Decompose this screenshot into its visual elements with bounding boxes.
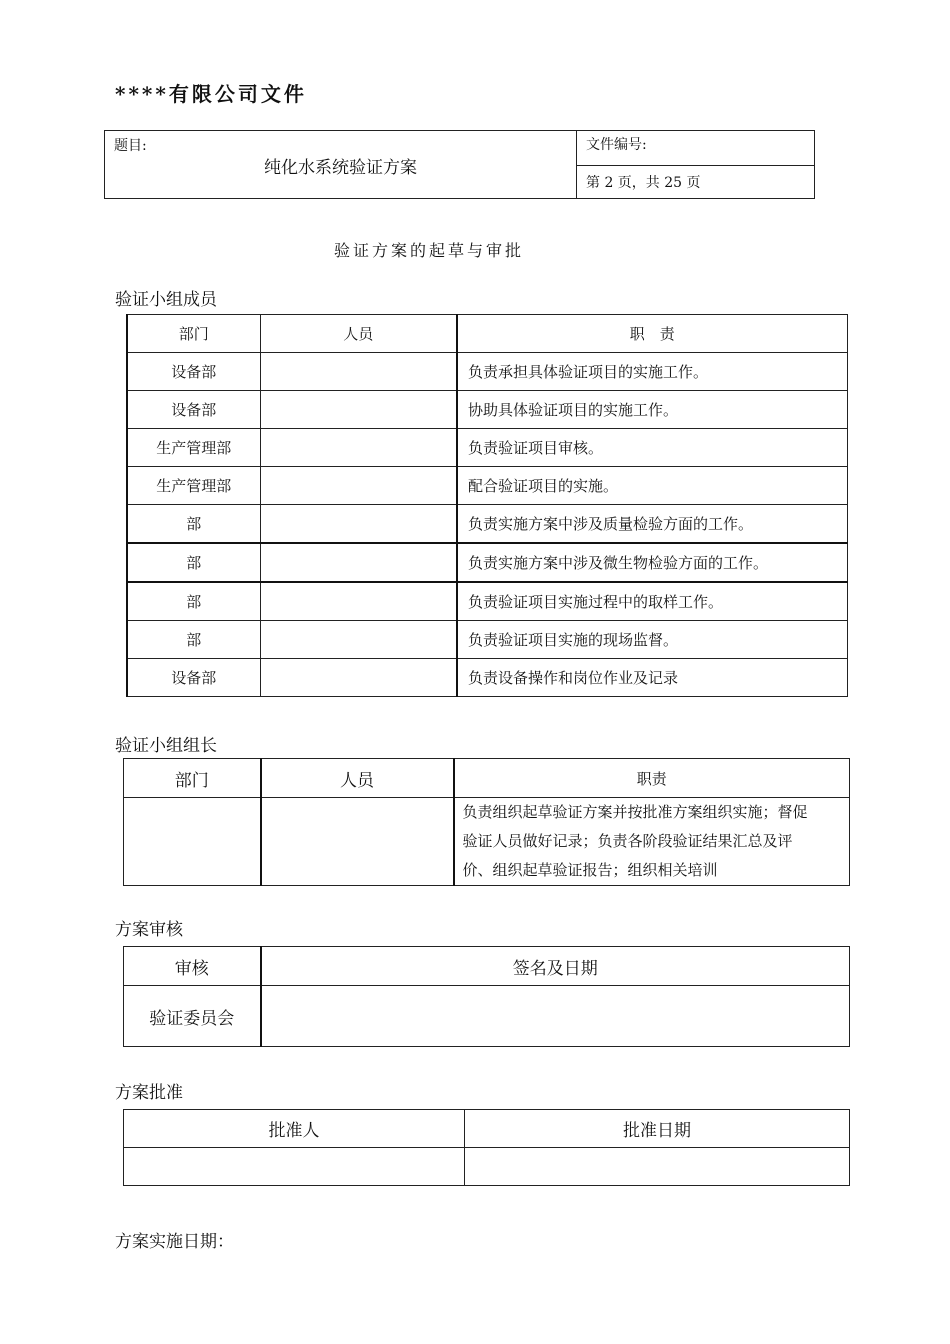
company-name: ****有限公司文件 bbox=[115, 82, 307, 106]
table-row bbox=[127, 353, 847, 391]
duty-line: 验证人员做好记录；负责各阶段验证结果汇总及评 bbox=[462, 832, 793, 850]
doc-number-label: 文件编号: bbox=[577, 131, 815, 166]
person-cell bbox=[260, 659, 457, 697]
column-header: 批准人 bbox=[124, 1110, 465, 1148]
duty-cell: 负责验证项目实施过程中的取样工作。 bbox=[457, 582, 847, 621]
duty-cell: 负责验证项目审核。 bbox=[457, 429, 847, 467]
approval-date-cell bbox=[465, 1148, 850, 1186]
document-title: 纯化水系统验证方案 bbox=[264, 158, 417, 178]
person-cell bbox=[260, 353, 457, 391]
column-header: 部门 bbox=[124, 759, 261, 798]
column-header: 审核 bbox=[124, 947, 261, 986]
table-row bbox=[127, 582, 847, 621]
person-cell bbox=[260, 467, 457, 505]
approval-table bbox=[123, 1109, 850, 1186]
table-row bbox=[124, 1148, 850, 1186]
table-row bbox=[127, 659, 847, 697]
title-label: 题目: bbox=[114, 138, 147, 154]
leader-table bbox=[123, 758, 850, 886]
reviewer-cell: 验证委员会 bbox=[124, 986, 261, 1047]
column-header: 人员 bbox=[260, 315, 457, 353]
column-header: 职 责 bbox=[457, 315, 847, 353]
duty-cell: 负责设备操作和岗位作业及记录 bbox=[457, 659, 847, 697]
table-header-row bbox=[127, 315, 847, 353]
dept-cell: 设备部 bbox=[127, 353, 260, 391]
dept-cell: 部 bbox=[127, 582, 260, 621]
table-row bbox=[127, 505, 847, 544]
dept-cell: 生产管理部 bbox=[127, 467, 260, 505]
duty-cell: 负责实施方案中涉及微生物检验方面的工作。 bbox=[457, 543, 847, 582]
duty-cell: 负责验证项目实施的现场监督。 bbox=[457, 621, 847, 659]
team-heading: 验证小组成员 bbox=[115, 290, 217, 310]
review-heading: 方案审核 bbox=[115, 920, 183, 940]
document-header bbox=[104, 130, 815, 199]
person-cell bbox=[261, 798, 454, 886]
duty-cell: 负责承担具体验证项目的实施工作。 bbox=[457, 353, 847, 391]
dept-cell: 生产管理部 bbox=[127, 429, 260, 467]
dept-cell: 部 bbox=[127, 621, 260, 659]
table-row bbox=[127, 429, 847, 467]
column-header: 签名及日期 bbox=[261, 947, 850, 986]
table-row bbox=[127, 391, 847, 429]
section-title: 验证方案的起草与审批 bbox=[333, 241, 524, 260]
duty-line: 价、组织起草验证报告；组织相关培训 bbox=[462, 861, 718, 879]
table-row bbox=[127, 621, 847, 659]
dept-cell: 设备部 bbox=[127, 391, 260, 429]
column-header: 职责 bbox=[454, 759, 850, 798]
duty-cell: 协助具体验证项目的实施工作。 bbox=[457, 391, 847, 429]
table-row bbox=[127, 467, 847, 505]
table-row bbox=[124, 986, 850, 1047]
dept-cell: 部 bbox=[127, 505, 260, 544]
person-cell bbox=[260, 505, 457, 544]
review-table bbox=[123, 946, 850, 1047]
page-info: 第 2 页，共 25 页 bbox=[577, 166, 815, 199]
person-cell bbox=[260, 582, 457, 621]
person-cell bbox=[260, 543, 457, 582]
column-header: 批准日期 bbox=[465, 1110, 850, 1148]
team-table bbox=[126, 314, 848, 697]
column-header: 人员 bbox=[261, 759, 454, 798]
person-cell bbox=[260, 429, 457, 467]
table-header-row bbox=[124, 1110, 850, 1148]
table-header-row bbox=[124, 947, 850, 986]
table-row bbox=[124, 798, 850, 886]
person-cell bbox=[260, 391, 457, 429]
person-cell bbox=[260, 621, 457, 659]
dept-cell bbox=[124, 798, 261, 886]
dept-cell: 部 bbox=[127, 543, 260, 582]
column-header: 部门 bbox=[127, 315, 260, 353]
implementation-date-label: 方案实施日期： bbox=[115, 1232, 234, 1252]
dept-cell: 设备部 bbox=[127, 659, 260, 697]
duty-line: 负责组织起草验证方案并按批准方案组织实施；督促 bbox=[462, 803, 808, 821]
signature-cell bbox=[261, 986, 850, 1047]
leader-heading: 验证小组组长 bbox=[115, 736, 217, 756]
approver-cell bbox=[124, 1148, 465, 1186]
duty-cell: 配合验证项目的实施。 bbox=[457, 467, 847, 505]
table-row bbox=[127, 543, 847, 582]
approval-heading: 方案批准 bbox=[115, 1083, 183, 1103]
duty-cell bbox=[454, 798, 850, 886]
title-cell bbox=[105, 131, 577, 199]
duty-cell: 负责实施方案中涉及质量检验方面的工作。 bbox=[457, 505, 847, 544]
table-header-row bbox=[124, 759, 850, 798]
